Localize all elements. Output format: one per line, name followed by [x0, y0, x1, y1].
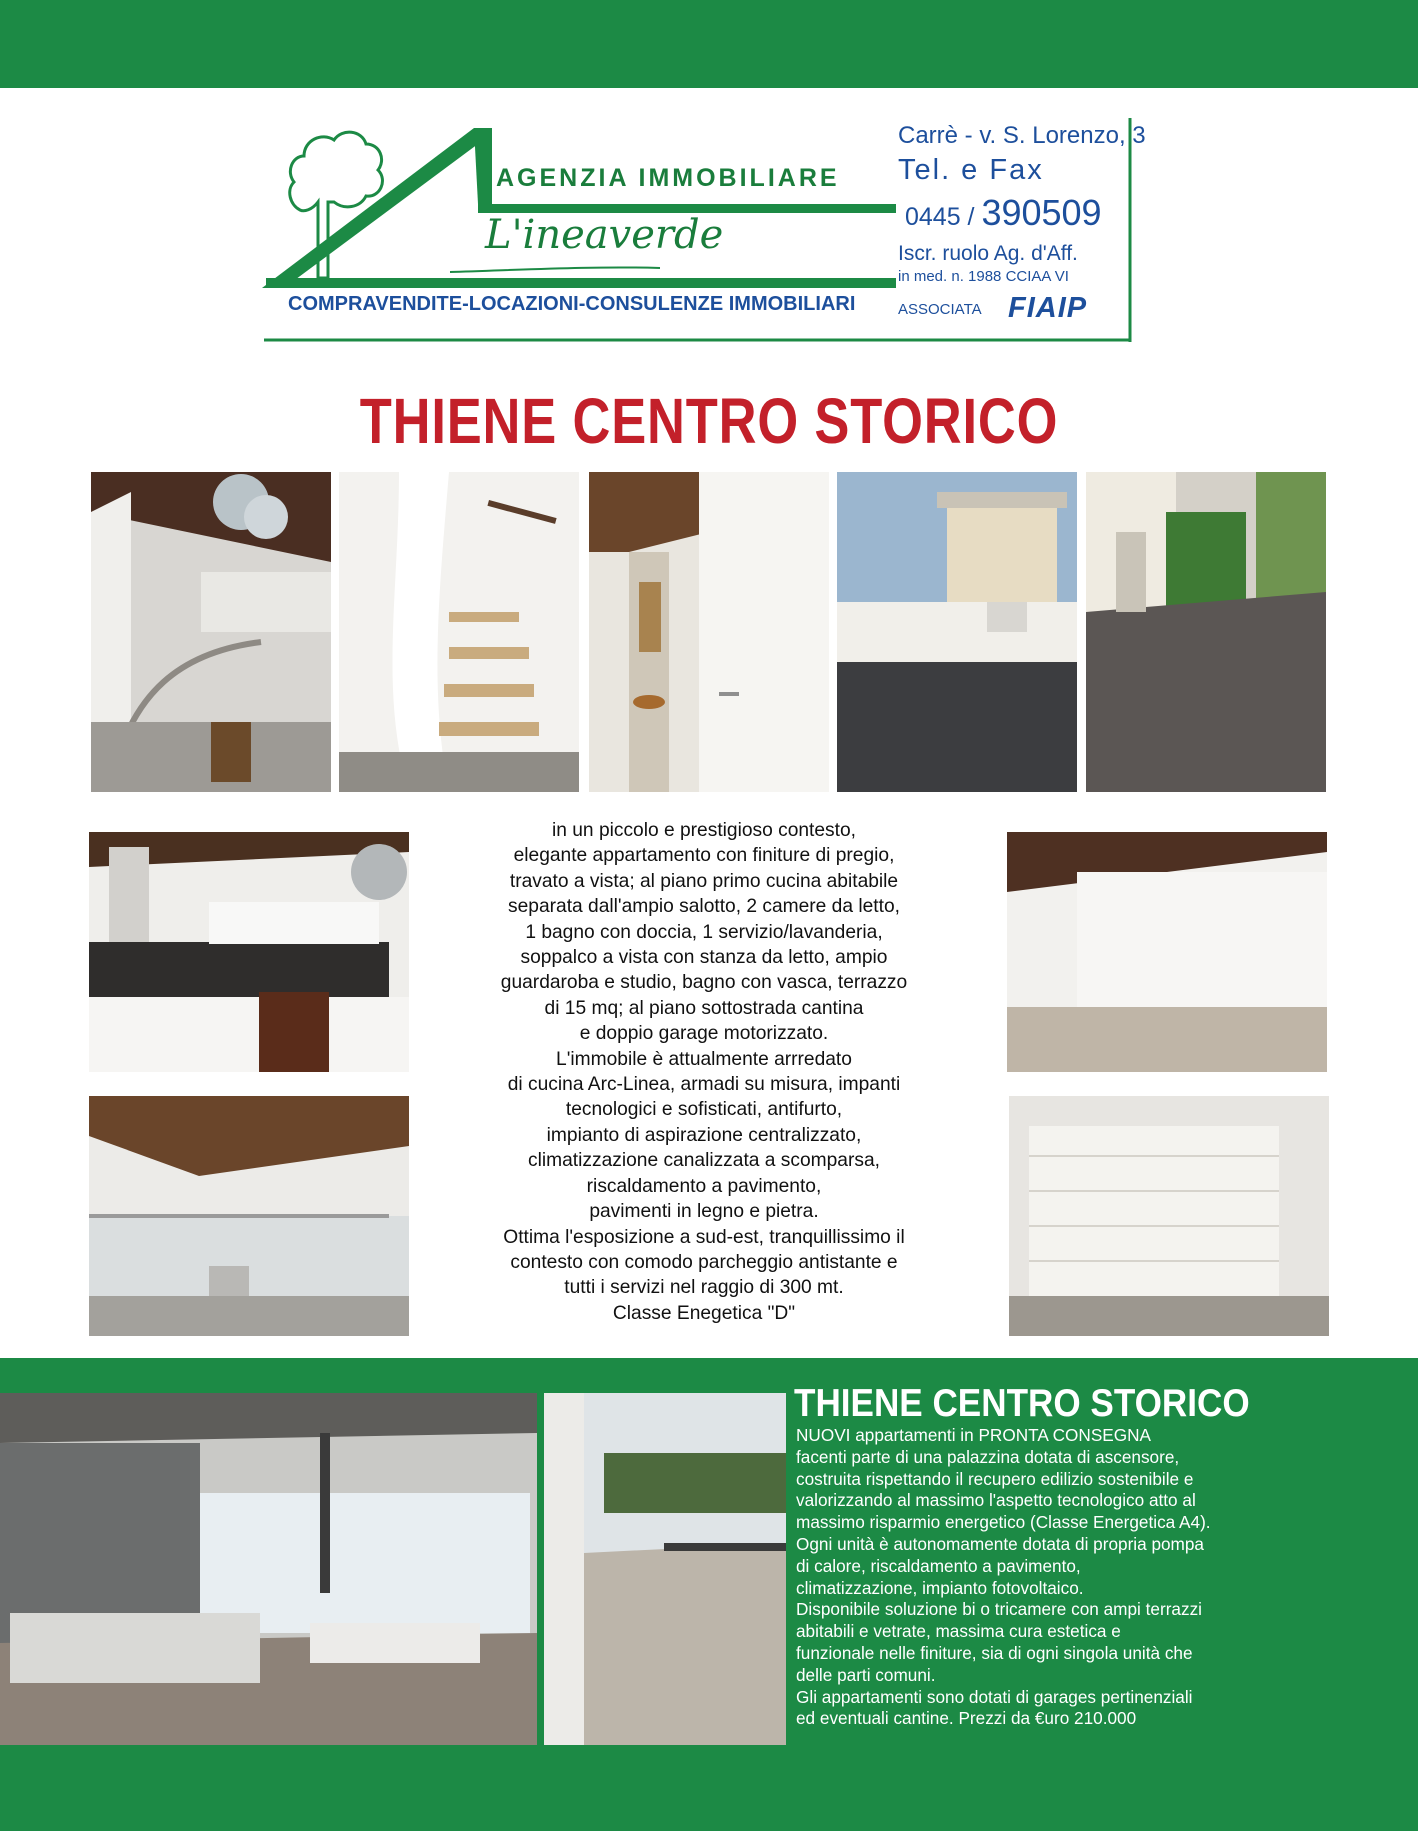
- photo-mezzanine-glass-railing: [89, 1096, 409, 1336]
- development-description: NUOVI appartamenti in PRONTA CONSEGNA facenti parte di una palazzina dotata di ascensore, costruita rispettando il recupero edilizio sostenibile e valorizzando al massimo l'aspetto tecnologico atto al massimo risparmio energetico (Classe Energetica A4). Ogni unità è autonomamente dotata di propria pompa di calore, riscaldamento a pavimento, climatizzazione, impianto fotovoltaico. Disponibile soluzione bi o tricamere con ampi terrazzi abitabili e vetrate, massima cura estetica e funzionale nelle finiture, sia di ogni singola unità che delle parti comuni. Gli appartamenti sono dotati di garages pertinenziali ed eventuali cantine. Prezzi da €uro 210.000: [796, 1425, 1211, 1729]
- photo-terrace-building: [837, 472, 1077, 792]
- photo-corridor-door: [589, 472, 829, 792]
- photo-terrace-paving: [544, 1393, 786, 1745]
- agency-logo-header: [260, 110, 1146, 342]
- photo-covered-terrace-lounge: [0, 1393, 537, 1745]
- photo-white-staircase: [339, 472, 579, 792]
- association-label: ASSOCIATA: [898, 301, 982, 318]
- agency-services: COMPRAVENDITE-LOCAZIONI-CONSULENZE IMMOBILIARI: [288, 293, 856, 315]
- photo-kitchen: [89, 832, 409, 1072]
- photo-garage-door: [1009, 1096, 1329, 1336]
- agency-name: AGENZIA IMMOBILIARE: [496, 164, 840, 192]
- top-green-band: [0, 0, 1418, 88]
- photo-bedroom-wardrobe: [1007, 832, 1327, 1072]
- agency-address: Carrè - v. S. Lorenzo, 3: [898, 122, 1146, 149]
- phone-prefix: 0445 /: [905, 203, 982, 231]
- registration-line-2: in med. n. 1988 CCIAA VI: [898, 268, 1069, 285]
- photo-spiral-staircase-living: [91, 472, 331, 792]
- agency-script-logo: L'ineaverde: [485, 212, 724, 258]
- fiaip-logo: FIAIP: [1008, 292, 1088, 324]
- registration-line-1: Iscr. ruolo Ag. d'Aff.: [898, 242, 1078, 265]
- photo-courtyard-driveway: [1086, 472, 1326, 792]
- phone-number: [905, 192, 1102, 234]
- property-description: in un piccolo e prestigioso contesto, elegante appartamento con finiture di pregio, travato a vista; al piano primo cucina abitabile separata dall'ampio salotto, 2 camere da letto, 1 bagno con doccia, 1 servizio/lavanderia, soppalco a vista con stanza da letto, ampio guardaroba e studio, bagno con vasca, terrazzo di 15 mq; al piano sottostrada cantina e doppio garage motorizzato. L'immobile è attualmente arrredato di cucina Arc-Linea, armadi su misura, impanti tecnologici e sofisticati, antifurto, impianto di aspirazione centralizzato, climatizzazione canalizzata a scomparsa, riscaldamento a pavimento, pavimenti in legno e pietra. Ottima l'esposizione a sud-est, tranquillissimo il contesto con comodo parcheggio antistante e tutti i servizi nel raggio di 300 mt. Classe Enegetica "D": [500, 820, 908, 1324]
- development-title: THIENE CENTRO STORICO: [794, 1382, 1250, 1425]
- bottom-green-band: [0, 1745, 1418, 1831]
- tel-fax-label: Tel. e Fax: [898, 154, 1044, 186]
- phone-main: 390509: [981, 192, 1102, 233]
- headline: THIENE CENTRO STORICO: [359, 385, 1059, 457]
